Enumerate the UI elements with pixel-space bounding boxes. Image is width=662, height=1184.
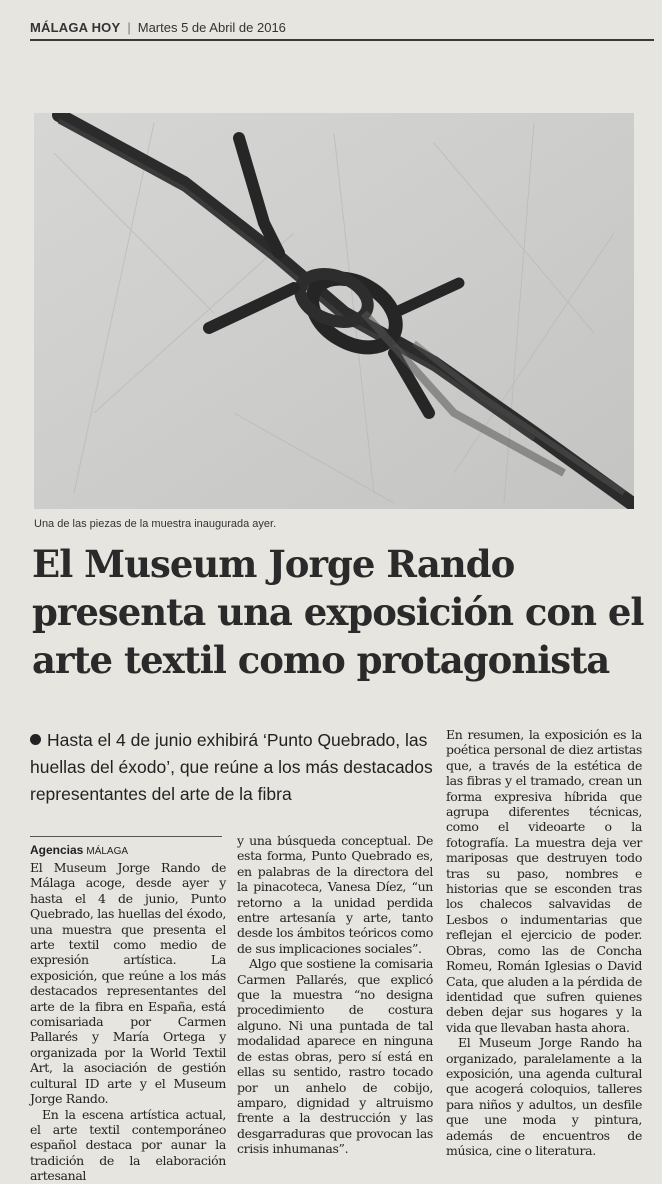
byline: [30, 843, 128, 857]
page-header: [30, 16, 644, 38]
issue-date: Martes 5 de Abril de 2016: [137, 19, 286, 35]
barbed-wire-image: [34, 113, 634, 509]
paragraph: El Museum Jorge Rando ha organizado, paralelamente a la exposición, una agenda cultural que acogerá coloquios, talleres para niños y adultos, un desfile que une moda y pintura, además de encuentros de música, cine o literatura.: [446, 1035, 642, 1158]
publication-name: MÁLAGA HOY: [30, 19, 121, 35]
headline-line: arte textil como protagonista: [32, 638, 610, 682]
photo-caption: Una de las piezas de la muestra inaugurada ayer.: [34, 518, 277, 530]
headline-line: El Museum Jorge Rando: [32, 542, 515, 586]
headline-line: presenta una exposición con el: [32, 590, 644, 634]
dek-text: Hasta el 4 de junio exhibirá ‘Punto Quebrado, las huellas del éxodo’, que reúne a los más destacados representantes del arte de la fibra: [30, 730, 433, 804]
byline-rule: [30, 836, 222, 837]
article-column-3: [446, 727, 642, 1158]
paragraph: En resumen, la exposición es la poética personal de diez artistas que, a través de la estética de las fibras y el tramado, crean un forma expresiva híbrida que agrupa diferentes técnicas, como el videoarte o la fotografía. La muestra deja ver mariposas que destruyen todo tras su paso, nombres e historias que se esconden tras los chalecos salvavidas de Lesbos o indumentarias que reflejan el ejercicio de poder. Obras, como las de Concha Romeu, Román Iglesias o David Cata, que aluden a la pérdida de identidad que sufren quienes deben dejar sus hogares y la vida que llevaban hasta ahora.: [446, 727, 642, 1035]
header-separator: |: [127, 19, 131, 35]
paragraph: En la escena artística actual, el arte textil contemporáneo español destaca por aunar la tradición de la elaboración artesanal: [30, 1106, 226, 1184]
article-column-1: [30, 860, 226, 1184]
paragraph: y una búsqueda conceptual. De esta forma, Punto Quebrado es, en palabras de la directora del la pinacoteca, Vanesa Díez, “un retorno a la unidad perdida entre artesanía y arte, tanto desde los ámbitos teóricos como de sus implicaciones sociales”.: [237, 833, 433, 956]
article-headline: [32, 540, 642, 684]
byline-place: MÁLAGA: [86, 846, 129, 857]
paragraph: El Museum Jorge Rando de Málaga acoge, desde ayer y hasta el 4 de junio, Punto Quebrado, las huellas del éxodo, una muestra que presenta el arte textil como medio de expresión artística. La exposición, que reúne a los más destacados representantes del arte de la fibra en España, está comisariada por Carmen Pallarés y María Ortega y organizada por la World Textil Art, la asociación de gestión cultural ID arte y el Museum Jorge Rando.: [30, 860, 226, 1107]
header-rule: [30, 39, 654, 41]
paragraph: Algo que sostiene la comisaria Carmen Pallarés, que explicó que la muestra “no designa procedimiento de costura alguno. Ni una puntada de tal modalidad aparece en ninguna de estas obras, pero sí está en ellas su sentido, rastro tocado por un anhelo de cobijo, amparo, dignidad y altruismo frente a la destrucción y las desgarraduras que provocan las crisis inhumanas”.: [237, 956, 433, 1157]
byline-agency: Agencias: [30, 843, 84, 857]
article-dek: [30, 727, 446, 808]
article-photo: [34, 113, 634, 509]
article-column-2: [237, 833, 433, 1157]
bullet-icon: [30, 734, 41, 745]
